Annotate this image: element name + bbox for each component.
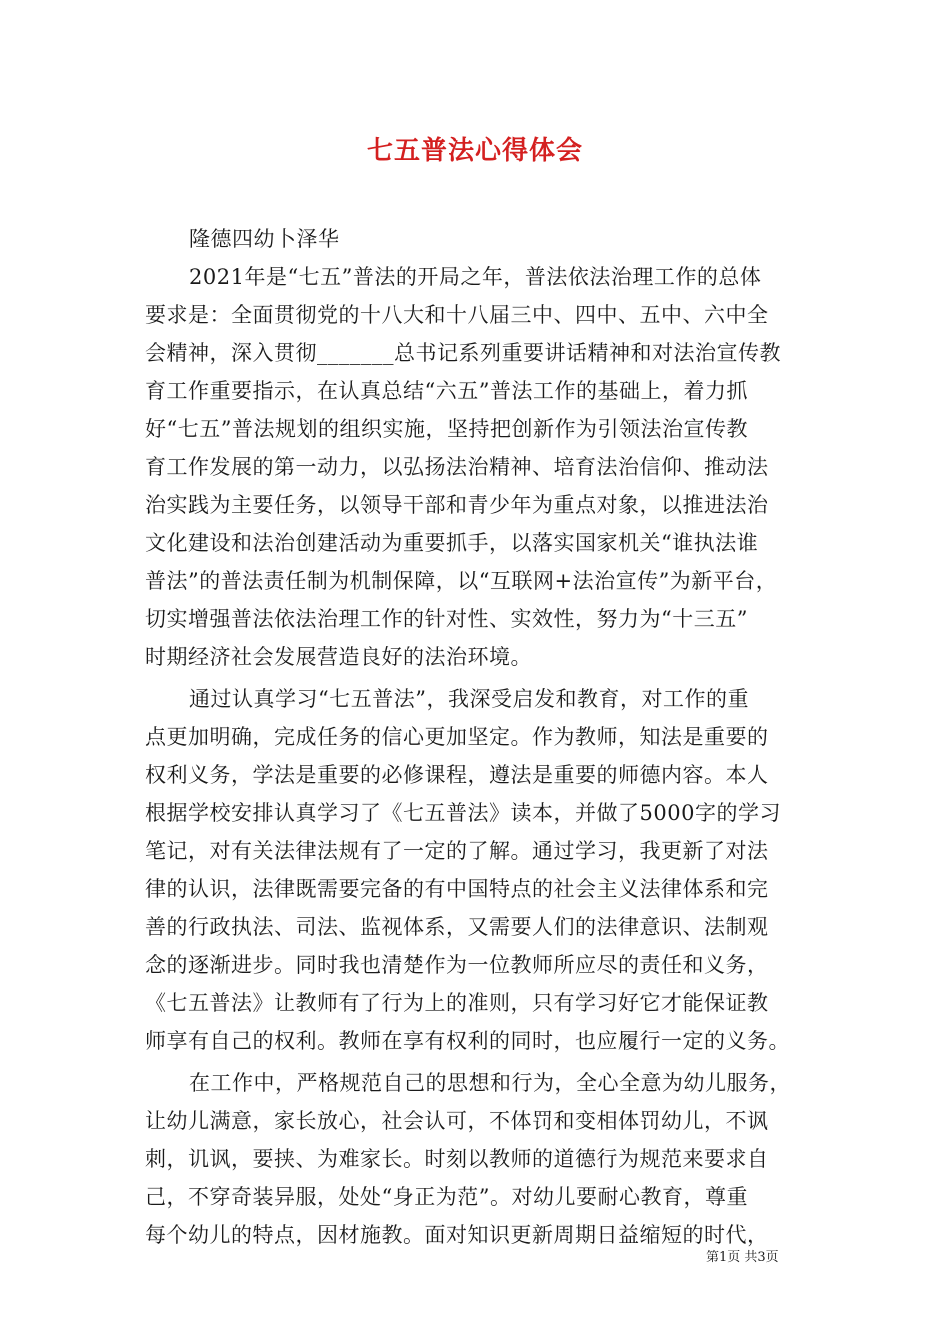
paragraph-line: 好“七五”普法规划的组织实施，坚持把创新作为引领法治宣传教: [145, 417, 748, 441]
paragraph-line: 根据学校安排认真学习了《七五普法》读本，并做了5000字的学习: [145, 801, 781, 825]
paragraph-line: 育工作重要指示，在认真总结“六五”普法工作的基础上，着力抓: [145, 379, 748, 403]
paragraph-line: 善的行政执法、司法、监视体系，又需要人们的法律意识、法制观: [145, 915, 769, 939]
paragraph-line: 要求是：全面贯彻党的十八大和十八届三中、四中、五中、六中全: [145, 303, 769, 327]
paragraph-line: 律的认识，法律既需要完备的有中国特点的社会主义法律体系和完: [145, 877, 769, 901]
document-title: 七五普法心得体会: [366, 136, 583, 166]
document-body: [145, 220, 815, 1254]
author-line: 隆德四幼卜泽华: [189, 227, 340, 251]
paragraph-line: 己，不穿奇装异服，处处“身正为范”。对幼儿要耐心教育，尊重: [145, 1185, 748, 1209]
paragraph-line: 笔记，对有关法律法规有了一定的了解。通过学习，我更新了对法: [145, 839, 769, 863]
paragraph-line: 权利义务，学法是重要的必修课程，遵法是重要的师德内容。本人: [145, 763, 769, 787]
page-number-footer: 第1页 共3页: [706, 1250, 779, 1265]
paragraph-line: 每个幼儿的特点，因材施教。面对知识更新周期日益缩短的时代，: [145, 1223, 769, 1247]
paragraph-line: 让幼儿满意，家长放心，社会认可，不体罚和变相体罚幼儿，不讽: [145, 1109, 769, 1133]
paragraph-line: 育工作发展的第一动力，以弘扬法治精神、培育法治信仰、推动法: [145, 455, 769, 479]
paragraph-line: 刺，讥讽，要挟、为难家长。时刻以教师的道德行为规范来要求自: [145, 1147, 769, 1171]
paragraph-1: [145, 258, 815, 676]
paragraph-line: 师享有自己的权利。教师在享有权利的同时，也应履行一定的义务。: [145, 1029, 790, 1053]
paragraph-line: 2021年是“七五”普法的开局之年，普法依法治理工作的总体: [189, 265, 762, 289]
paragraph-line: 通过认真学习“七五普法”，我深受启发和教育，对工作的重: [189, 687, 749, 711]
paragraph-line: 治实践为主要任务，以领导干部和青少年为重点对象，以推进法治: [145, 493, 769, 517]
paragraph-3: [145, 1064, 815, 1254]
paragraph-2: [145, 680, 815, 1060]
paragraph-line: 会精神，深入贯彻_______总书记系列重要讲话精神和对法治宣传教: [145, 341, 781, 365]
paragraph-line: 《七五普法》让教师有了行为上的准则，只有学习好它才能保证教: [145, 991, 769, 1015]
paragraph-line: 点更加明确，完成任务的信心更加坚定。作为教师，知法是重要的: [145, 725, 769, 749]
paragraph-line: 普法”的普法责任制为机制保障，以“互联网+法治宣传”为新平台，: [145, 569, 778, 593]
paragraph-line: 文化建设和法治创建活动为重要抓手，以落实国家机关“谁执法谁: [145, 531, 759, 555]
paragraph-line: 切实增强普法依法治理工作的针对性、实效性，努力为“十三五”: [145, 607, 748, 631]
paragraph-line: 时期经济社会发展营造良好的法治环境。: [145, 645, 532, 669]
paragraph-line: 在工作中，严格规范自己的思想和行为，全心全意为幼儿服务，: [189, 1071, 791, 1095]
paragraph-line: 念的逐渐进步。同时我也清楚作为一位教师所应尽的责任和义务，: [145, 953, 769, 977]
